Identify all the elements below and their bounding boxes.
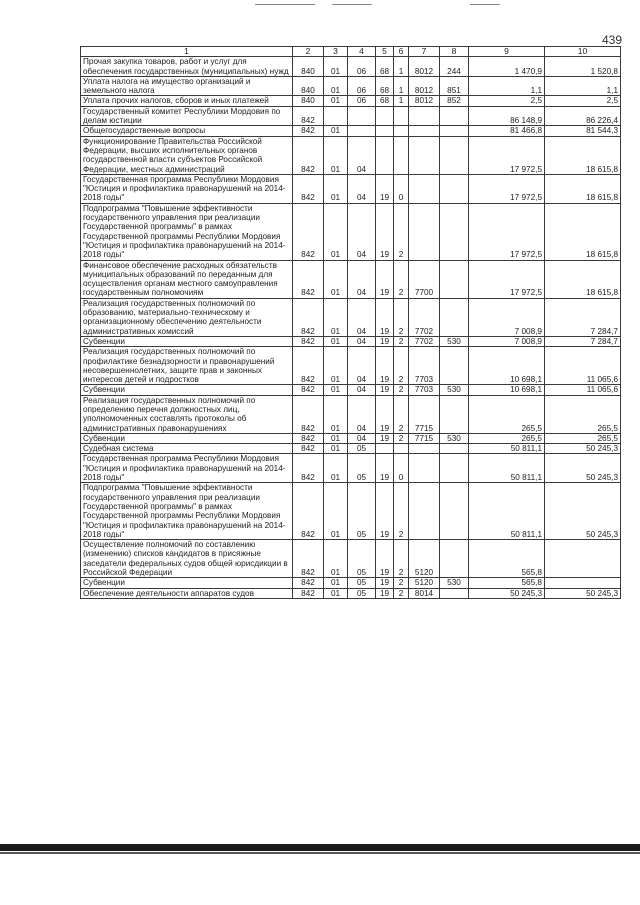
ministry-code: 842 bbox=[293, 260, 324, 298]
ministry-code: 842 bbox=[293, 483, 324, 540]
row-name: Субвенции bbox=[81, 336, 293, 346]
ministry-code: 842 bbox=[293, 106, 324, 126]
subsection-code: 06 bbox=[348, 96, 376, 106]
target-code bbox=[409, 203, 440, 260]
section-code: 01 bbox=[324, 347, 348, 385]
target-code: 8012 bbox=[409, 57, 440, 77]
subsection-code bbox=[348, 106, 376, 126]
table-row bbox=[81, 298, 621, 336]
row-name: Общегосударственные вопросы bbox=[81, 126, 293, 136]
program-code bbox=[376, 136, 394, 174]
amount-year-1: 81 466,8 bbox=[469, 126, 545, 136]
table-row bbox=[81, 433, 621, 443]
amount-year-1: 7 008,9 bbox=[469, 298, 545, 336]
expense-type-code bbox=[440, 444, 469, 454]
subsection-code: 05 bbox=[348, 578, 376, 588]
target-code bbox=[409, 454, 440, 483]
amount-year-1: 50 811,1 bbox=[469, 454, 545, 483]
expense-type-code: 851 bbox=[440, 76, 469, 96]
row-name: Осуществление полномочий по составлению (изменению) списков кандидатов в присяжные заседатели федеральных судов общей юрисдикции в Российской Федерации bbox=[81, 540, 293, 578]
amount-year-2: 18 615,8 bbox=[545, 174, 621, 203]
row-name: Подпрограмма "Повышение эффективности государственного управления при реализации Государственной программы" в рамках Государственной программы Республики Мордовия "Юстиция и профилактика правонарушений на 2014-2018 годы" bbox=[81, 203, 293, 260]
subsection-code bbox=[348, 126, 376, 136]
table-row bbox=[81, 136, 621, 174]
program-code: 19 bbox=[376, 540, 394, 578]
program-code bbox=[376, 126, 394, 136]
subsection-code: 04 bbox=[348, 433, 376, 443]
budget-table bbox=[80, 46, 621, 599]
amount-year-2 bbox=[545, 540, 621, 578]
program-code: 19 bbox=[376, 385, 394, 395]
column-number-header: 7 bbox=[409, 47, 440, 57]
row-name: Реализация государственных полномочий по определению перечня должностных лиц, уполномоченных составлять протоколы об административных правонарушениях bbox=[81, 395, 293, 433]
table-row bbox=[81, 540, 621, 578]
target-code: 8014 bbox=[409, 588, 440, 598]
subsection-code: 04 bbox=[348, 385, 376, 395]
ministry-code: 842 bbox=[293, 347, 324, 385]
amount-year-1: 10 698,1 bbox=[469, 385, 545, 395]
table-row bbox=[81, 76, 621, 96]
amount-year-2: 1 520,8 bbox=[545, 57, 621, 77]
section-code: 01 bbox=[324, 96, 348, 106]
ministry-code: 842 bbox=[293, 203, 324, 260]
section-code: 01 bbox=[324, 76, 348, 96]
subprogram-code bbox=[394, 136, 409, 174]
section-code: 01 bbox=[324, 454, 348, 483]
amount-year-1: 50 245,3 bbox=[469, 588, 545, 598]
amount-year-1: 565,8 bbox=[469, 578, 545, 588]
column-number-header: 5 bbox=[376, 47, 394, 57]
amount-year-2: 11 065,6 bbox=[545, 385, 621, 395]
subsection-code: 05 bbox=[348, 454, 376, 483]
subprogram-code: 2 bbox=[394, 578, 409, 588]
expense-type-code: 852 bbox=[440, 96, 469, 106]
amount-year-1: 86 148,9 bbox=[469, 106, 545, 126]
subsection-code: 05 bbox=[348, 483, 376, 540]
section-code: 01 bbox=[324, 57, 348, 77]
program-code: 19 bbox=[376, 483, 394, 540]
section-code: 01 bbox=[324, 540, 348, 578]
expense-type-code bbox=[440, 298, 469, 336]
amount-year-1: 1,1 bbox=[469, 76, 545, 96]
table-row bbox=[81, 454, 621, 483]
row-name: Финансовое обеспечение расходных обязательств муниципальных образований по переданным для осуществления органам местного самоуправления государственным полномочиям bbox=[81, 260, 293, 298]
column-number-header: 4 bbox=[348, 47, 376, 57]
expense-type-code bbox=[440, 588, 469, 598]
section-code: 01 bbox=[324, 588, 348, 598]
subsection-code: 04 bbox=[348, 136, 376, 174]
program-code: 19 bbox=[376, 588, 394, 598]
row-name: Реализация государственных полномочий по образованию, материально-техническому и организационному обеспечению деятельности административных комиссий bbox=[81, 298, 293, 336]
table-row bbox=[81, 385, 621, 395]
subprogram-code: 1 bbox=[394, 57, 409, 77]
section-code: 01 bbox=[324, 385, 348, 395]
amount-year-2: 265,5 bbox=[545, 395, 621, 433]
amount-year-2: 1,1 bbox=[545, 76, 621, 96]
ministry-code: 842 bbox=[293, 136, 324, 174]
column-number-header: 3 bbox=[324, 47, 348, 57]
amount-year-2: 2,5 bbox=[545, 96, 621, 106]
target-code bbox=[409, 106, 440, 126]
expense-type-code bbox=[440, 395, 469, 433]
subprogram-code: 2 bbox=[394, 260, 409, 298]
target-code bbox=[409, 444, 440, 454]
amount-year-2: 50 245,3 bbox=[545, 483, 621, 540]
expense-type-code: 530 bbox=[440, 578, 469, 588]
scan-mark-1 bbox=[255, 4, 315, 5]
amount-year-1: 265,5 bbox=[469, 395, 545, 433]
target-code: 7703 bbox=[409, 385, 440, 395]
target-code: 7703 bbox=[409, 347, 440, 385]
ministry-code: 842 bbox=[293, 454, 324, 483]
table-row bbox=[81, 106, 621, 126]
target-code bbox=[409, 483, 440, 540]
table-row bbox=[81, 444, 621, 454]
section-code bbox=[324, 106, 348, 126]
ministry-code: 842 bbox=[293, 298, 324, 336]
amount-year-1: 7 008,9 bbox=[469, 336, 545, 346]
ministry-code: 840 bbox=[293, 96, 324, 106]
row-name: Уплата налога на имущество организаций и земельного налога bbox=[81, 76, 293, 96]
column-number-header: 10 bbox=[545, 47, 621, 57]
amount-year-2: 81 544,3 bbox=[545, 126, 621, 136]
table-row bbox=[81, 260, 621, 298]
expense-type-code bbox=[440, 540, 469, 578]
table-row bbox=[81, 483, 621, 540]
target-code bbox=[409, 174, 440, 203]
program-code: 19 bbox=[376, 174, 394, 203]
target-code bbox=[409, 136, 440, 174]
table-row bbox=[81, 174, 621, 203]
expense-type-code bbox=[440, 136, 469, 174]
program-code bbox=[376, 444, 394, 454]
section-code: 01 bbox=[324, 298, 348, 336]
subsection-code: 05 bbox=[348, 588, 376, 598]
table-header-row bbox=[81, 47, 621, 57]
target-code: 5120 bbox=[409, 578, 440, 588]
section-code: 01 bbox=[324, 444, 348, 454]
section-code: 01 bbox=[324, 174, 348, 203]
subprogram-code: 2 bbox=[394, 298, 409, 336]
ministry-code: 842 bbox=[293, 395, 324, 433]
expense-type-code bbox=[440, 106, 469, 126]
table-row bbox=[81, 57, 621, 77]
subsection-code: 04 bbox=[348, 347, 376, 385]
program-code bbox=[376, 106, 394, 126]
ministry-code: 842 bbox=[293, 540, 324, 578]
expense-type-code bbox=[440, 347, 469, 385]
table-row bbox=[81, 395, 621, 433]
column-number-header: 8 bbox=[440, 47, 469, 57]
ministry-code: 842 bbox=[293, 126, 324, 136]
subprogram-code: 2 bbox=[394, 433, 409, 443]
program-code: 19 bbox=[376, 578, 394, 588]
column-number-header: 2 bbox=[293, 47, 324, 57]
subprogram-code bbox=[394, 106, 409, 126]
subprogram-code: 0 bbox=[394, 174, 409, 203]
subprogram-code bbox=[394, 444, 409, 454]
amount-year-2: 11 065,6 bbox=[545, 347, 621, 385]
program-code: 19 bbox=[376, 260, 394, 298]
ministry-code: 842 bbox=[293, 174, 324, 203]
scan-edge-bar bbox=[0, 844, 640, 851]
target-code: 7702 bbox=[409, 336, 440, 346]
subprogram-code: 2 bbox=[394, 395, 409, 433]
amount-year-2: 265,5 bbox=[545, 433, 621, 443]
row-name: Обеспечение деятельности аппаратов судов bbox=[81, 588, 293, 598]
row-name: Реализация государственных полномочий по профилактике безнадзорности и правонарушений несовершеннолетних, защите прав и законных интересов детей и подростков bbox=[81, 347, 293, 385]
subprogram-code: 1 bbox=[394, 96, 409, 106]
amount-year-1: 10 698,1 bbox=[469, 347, 545, 385]
page-number: 439 bbox=[601, 33, 622, 47]
column-number-header: 1 bbox=[81, 47, 293, 57]
amount-year-2: 50 245,3 bbox=[545, 454, 621, 483]
subsection-code: 04 bbox=[348, 174, 376, 203]
target-code: 7715 bbox=[409, 433, 440, 443]
subsection-code: 04 bbox=[348, 203, 376, 260]
section-code: 01 bbox=[324, 260, 348, 298]
row-name: Уплата прочих налогов, сборов и иных платежей bbox=[81, 96, 293, 106]
program-code: 19 bbox=[376, 347, 394, 385]
target-code: 8012 bbox=[409, 96, 440, 106]
subsection-code: 04 bbox=[348, 395, 376, 433]
row-name: Государственная программа Республики Мордовия "Юстиция и профилактика правонарушений на 2014-2018 годы" bbox=[81, 454, 293, 483]
subsection-code: 05 bbox=[348, 444, 376, 454]
section-code: 01 bbox=[324, 395, 348, 433]
target-code bbox=[409, 126, 440, 136]
subprogram-code: 2 bbox=[394, 347, 409, 385]
amount-year-2 bbox=[545, 578, 621, 588]
amount-year-1: 1 470,9 bbox=[469, 57, 545, 77]
amount-year-2: 50 245,3 bbox=[545, 588, 621, 598]
expense-type-code bbox=[440, 203, 469, 260]
section-code: 01 bbox=[324, 433, 348, 443]
amount-year-1: 17 972,5 bbox=[469, 203, 545, 260]
program-code: 19 bbox=[376, 298, 394, 336]
scan-edge-line bbox=[0, 852, 640, 854]
expense-type-code bbox=[440, 454, 469, 483]
ministry-code: 842 bbox=[293, 336, 324, 346]
amount-year-2: 50 245,3 bbox=[545, 444, 621, 454]
subsection-code: 06 bbox=[348, 57, 376, 77]
section-code: 01 bbox=[324, 578, 348, 588]
expense-type-code bbox=[440, 260, 469, 298]
column-number-header: 9 bbox=[469, 47, 545, 57]
expense-type-code bbox=[440, 483, 469, 540]
row-name: Функционирование Правительства Российской Федерации, высших исполнительных органов государственной власти субъектов Российской Федерации, местных администраций bbox=[81, 136, 293, 174]
ministry-code: 842 bbox=[293, 385, 324, 395]
expense-type-code bbox=[440, 174, 469, 203]
amount-year-1: 17 972,5 bbox=[469, 260, 545, 298]
table-row bbox=[81, 96, 621, 106]
program-code: 68 bbox=[376, 57, 394, 77]
row-name: Субвенции bbox=[81, 433, 293, 443]
subsection-code: 04 bbox=[348, 298, 376, 336]
target-code: 5120 bbox=[409, 540, 440, 578]
table-row bbox=[81, 336, 621, 346]
subsection-code: 04 bbox=[348, 260, 376, 298]
amount-year-2: 18 615,8 bbox=[545, 260, 621, 298]
amount-year-1: 565,8 bbox=[469, 540, 545, 578]
program-code: 19 bbox=[376, 336, 394, 346]
section-code: 01 bbox=[324, 126, 348, 136]
program-code: 68 bbox=[376, 76, 394, 96]
subprogram-code: 1 bbox=[394, 76, 409, 96]
subprogram-code: 2 bbox=[394, 385, 409, 395]
ministry-code: 840 bbox=[293, 76, 324, 96]
subprogram-code bbox=[394, 126, 409, 136]
amount-year-2: 7 284,7 bbox=[545, 298, 621, 336]
row-name: Субвенции bbox=[81, 578, 293, 588]
expense-type-code: 530 bbox=[440, 336, 469, 346]
target-code: 7700 bbox=[409, 260, 440, 298]
amount-year-2: 7 284,7 bbox=[545, 336, 621, 346]
scan-mark-2 bbox=[332, 4, 372, 5]
column-number-header: 6 bbox=[394, 47, 409, 57]
ministry-code: 842 bbox=[293, 433, 324, 443]
target-code: 8012 bbox=[409, 76, 440, 96]
amount-year-2: 18 615,8 bbox=[545, 203, 621, 260]
amount-year-1: 17 972,5 bbox=[469, 174, 545, 203]
subsection-code: 05 bbox=[348, 540, 376, 578]
program-code: 68 bbox=[376, 96, 394, 106]
ministry-code: 842 bbox=[293, 588, 324, 598]
expense-type-code: 530 bbox=[440, 385, 469, 395]
section-code: 01 bbox=[324, 203, 348, 260]
row-name: Подпрограмма "Повышение эффективности государственного управления при реализации Государственной программы" в рамках Государственной программы Республики Мордовия "Юстиция и профилактика правонарушений на 2014-2018 годы" bbox=[81, 483, 293, 540]
subprogram-code: 2 bbox=[394, 540, 409, 578]
amount-year-1: 50 811,1 bbox=[469, 483, 545, 540]
row-name: Судебная система bbox=[81, 444, 293, 454]
subprogram-code: 2 bbox=[394, 588, 409, 598]
table-row bbox=[81, 588, 621, 598]
subprogram-code: 0 bbox=[394, 454, 409, 483]
target-code: 7715 bbox=[409, 395, 440, 433]
subprogram-code: 2 bbox=[394, 336, 409, 346]
row-name: Государственная программа Республики Мордовия "Юстиция и профилактика правонарушений на 2014-2018 годы" bbox=[81, 174, 293, 203]
program-code: 19 bbox=[376, 454, 394, 483]
section-code: 01 bbox=[324, 336, 348, 346]
row-name: Субвенции bbox=[81, 385, 293, 395]
table-row bbox=[81, 126, 621, 136]
program-code: 19 bbox=[376, 203, 394, 260]
table-row bbox=[81, 203, 621, 260]
table-row bbox=[81, 347, 621, 385]
section-code: 01 bbox=[324, 483, 348, 540]
program-code: 19 bbox=[376, 395, 394, 433]
ministry-code: 840 bbox=[293, 57, 324, 77]
program-code: 19 bbox=[376, 433, 394, 443]
amount-year-1: 2,5 bbox=[469, 96, 545, 106]
row-name: Государственный комитет Республики Мордовия по делам юстиции bbox=[81, 106, 293, 126]
amount-year-2: 18 615,8 bbox=[545, 136, 621, 174]
ministry-code: 842 bbox=[293, 444, 324, 454]
subprogram-code: 2 bbox=[394, 203, 409, 260]
amount-year-1: 50 811,1 bbox=[469, 444, 545, 454]
subsection-code: 06 bbox=[348, 76, 376, 96]
expense-type-code: 530 bbox=[440, 433, 469, 443]
row-name: Прочая закупка товаров, работ и услуг для обеспечения государственных (муниципальных) нужд bbox=[81, 57, 293, 77]
scan-mark-3 bbox=[470, 4, 500, 5]
subsection-code: 04 bbox=[348, 336, 376, 346]
expense-type-code bbox=[440, 126, 469, 136]
expense-type-code: 244 bbox=[440, 57, 469, 77]
table-row bbox=[81, 578, 621, 588]
section-code: 01 bbox=[324, 136, 348, 174]
amount-year-2: 86 226,4 bbox=[545, 106, 621, 126]
ministry-code: 842 bbox=[293, 578, 324, 588]
subprogram-code: 2 bbox=[394, 483, 409, 540]
amount-year-1: 265,5 bbox=[469, 433, 545, 443]
amount-year-1: 17 972,5 bbox=[469, 136, 545, 174]
target-code: 7702 bbox=[409, 298, 440, 336]
